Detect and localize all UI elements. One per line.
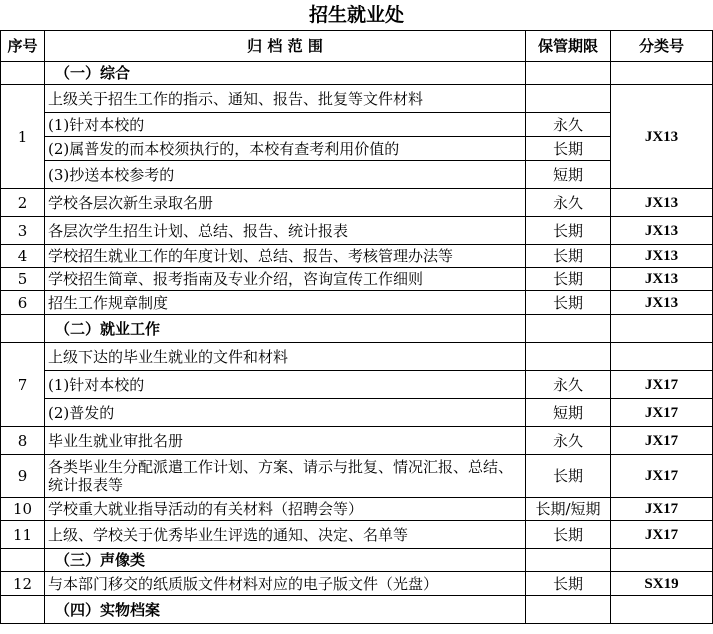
row-period: 永久	[526, 427, 611, 455]
table-row	[1, 291, 713, 315]
row-scope: 学校招生就业工作的年度计划、总结、报告、考核管理办法等	[45, 245, 526, 268]
row-seq: 9	[1, 455, 45, 498]
row-scope: 与本部门移交的纸质版文件材料对应的电子版文件（光盘）	[45, 572, 526, 596]
table-row	[1, 572, 713, 596]
section-title: （三）声像类	[45, 549, 526, 572]
row-period: 长期	[526, 217, 611, 245]
row-scope: 各类毕业生分配派遣工作计划、方案、请示与批复、情况汇报、总结、统计报表等	[45, 455, 526, 498]
row-code: JX13	[611, 217, 713, 245]
row-period: 长期/短期	[526, 498, 611, 521]
row-period: 长期	[526, 572, 611, 596]
section-row	[1, 315, 713, 343]
table-subrow	[1, 399, 713, 427]
row-period: 短期	[526, 399, 611, 427]
row-scope: 各层次学生招生计划、总结、报告、统计报表	[45, 217, 526, 245]
row-period: 长期	[526, 521, 611, 549]
table-subrow	[1, 137, 713, 161]
row-scope: 上级、学校关于优秀毕业生评选的通知、决定、名单等	[45, 521, 526, 549]
row-code: JX13	[611, 291, 713, 315]
row-code: JX17	[611, 371, 713, 399]
section-title: （一）综合	[45, 62, 526, 85]
row-period: 长期	[526, 137, 611, 161]
row-period: 永久	[526, 371, 611, 399]
page-title: 招生就业处	[308, 4, 404, 26]
row-scope: (1)针对本校的	[45, 371, 526, 399]
row-period: 长期	[526, 455, 611, 498]
row-code: JX13	[611, 85, 713, 189]
row-code: JX17	[611, 455, 713, 498]
row-scope: 上级下达的毕业生就业的文件和材料	[45, 343, 526, 371]
table-row	[1, 427, 713, 455]
row-seq: 6	[1, 291, 45, 315]
row-period: 长期	[526, 268, 611, 291]
row-seq: 2	[1, 189, 45, 217]
row-code: JX17	[611, 521, 713, 549]
section-row	[1, 62, 713, 85]
row-code: JX17	[611, 498, 713, 521]
row-seq: 12	[1, 572, 45, 596]
table-row	[1, 498, 713, 521]
row-seq: 1	[1, 85, 45, 189]
row-seq: 3	[1, 217, 45, 245]
row-code: JX13	[611, 268, 713, 291]
header-scope: 归 档 范 围	[45, 31, 526, 62]
row-period: 长期	[526, 291, 611, 315]
row-scope: 毕业生就业审批名册	[45, 427, 526, 455]
row-period: 永久	[526, 113, 611, 137]
row-seq: 11	[1, 521, 45, 549]
row-period: 永久	[526, 189, 611, 217]
table-subrow	[1, 371, 713, 399]
section-title: （二）就业工作	[45, 315, 526, 343]
row-scope: (2)普发的	[45, 399, 526, 427]
row-scope: 招生工作规章制度	[45, 291, 526, 315]
row-scope: 学校招生简章、报考指南及专业介绍，咨询宣传工作细则	[45, 268, 526, 291]
table-row	[1, 217, 713, 245]
row-code: JX13	[611, 189, 713, 217]
header-seq: 序号	[1, 31, 45, 62]
section-title: （四）实物档案	[45, 596, 526, 624]
table-row	[1, 85, 713, 113]
table-row	[1, 521, 713, 549]
table-row	[1, 189, 713, 217]
row-seq: 4	[1, 245, 45, 268]
row-scope: 学校各层次新生录取名册	[45, 189, 526, 217]
header-period: 保管期限	[526, 31, 611, 62]
row-period: 长期	[526, 245, 611, 268]
archive-scope-table	[0, 30, 713, 624]
row-seq: 10	[1, 498, 45, 521]
row-scope: 学校重大就业指导活动的有关材料（招聘会等）	[45, 498, 526, 521]
row-scope: 上级关于招生工作的指示、通知、报告、批复等文件材料	[45, 85, 526, 113]
table-header-row	[1, 31, 713, 62]
table-row	[1, 455, 713, 498]
table-row	[1, 245, 713, 268]
row-scope: (1)针对本校的	[45, 113, 526, 137]
row-seq: 5	[1, 268, 45, 291]
row-code: JX17	[611, 399, 713, 427]
row-seq: 8	[1, 427, 45, 455]
section-row	[1, 549, 713, 572]
table-subrow	[1, 113, 713, 137]
row-scope: (2)属普发的而本校须执行的，本校有查考利用价值的	[45, 137, 526, 161]
table-row	[1, 268, 713, 291]
row-code: JX17	[611, 427, 713, 455]
row-seq: 7	[1, 343, 45, 427]
row-code: SX19	[611, 572, 713, 596]
row-scope: (3)抄送本校参考的	[45, 161, 526, 189]
row-code: JX13	[611, 245, 713, 268]
row-period: 短期	[526, 161, 611, 189]
table-row	[1, 343, 713, 371]
section-row	[1, 596, 713, 624]
header-code: 分类号	[611, 31, 713, 62]
table-subrow	[1, 161, 713, 189]
